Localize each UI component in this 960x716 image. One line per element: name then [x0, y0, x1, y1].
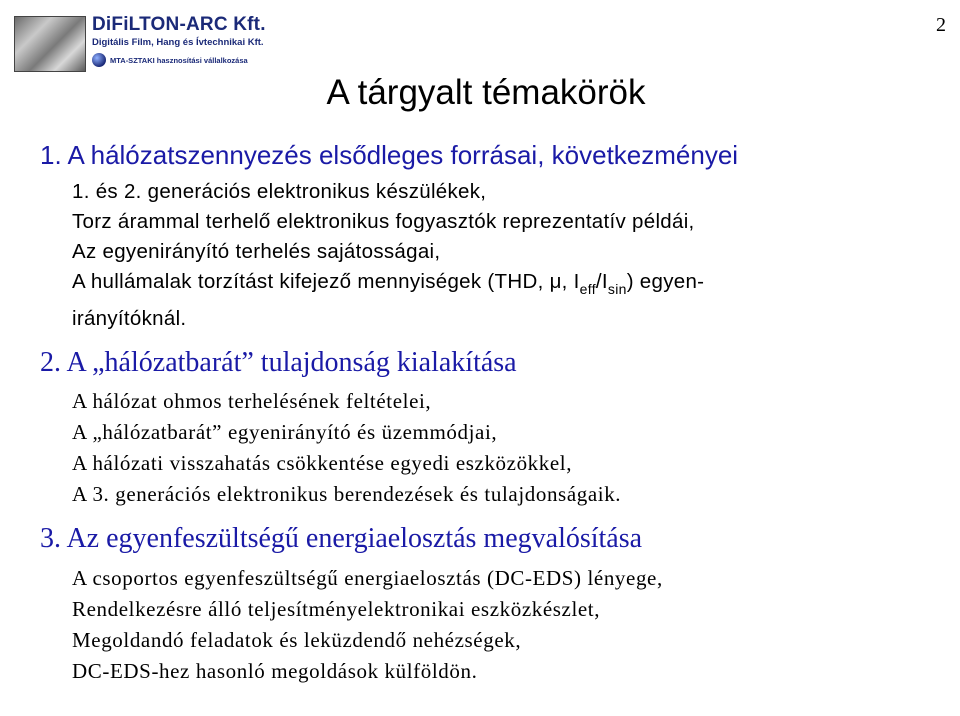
section-2-item: A „hálózatbarát” egyenirányító és üzemmódjai,: [72, 420, 498, 444]
section-3-item: Megoldandó feladatok és leküzdendő nehézségek,: [72, 628, 522, 652]
section-1-continuation: irányítóknál.: [72, 307, 187, 330]
section-2-item: A 3. generációs elektronikus berendezések és tulajdonságaik.: [72, 482, 622, 506]
subscript-sin: sin: [607, 281, 627, 297]
logo-tagline: MTA-SZTAKI hasznosítási vállalkozása: [110, 56, 248, 65]
section-1-item: Torz árammal terhelő elektronikus fogyasztók reprezentatív példái,: [72, 210, 695, 233]
section-2-item: A hálózati visszahatás csökkentése egyedi eszközökkel,: [72, 451, 573, 475]
waveform-text-mid: /I: [595, 270, 608, 293]
section-3-item: DC-EDS-hez hasonló megoldások külföldön.: [72, 659, 478, 683]
section-1-item: 1. és 2. generációs elektronikus készülékek,: [72, 180, 487, 203]
waveform-text-prefix: A hullámalak torzítást kifejező mennyiségek (THD, μ, I: [72, 270, 580, 293]
section-1-list: [72, 177, 704, 334]
page-number: 2: [936, 14, 946, 36]
globe-icon: [92, 53, 106, 67]
waveform-text-suffix: ) egyen-: [626, 270, 705, 293]
section-3-item: Rendelkezésre álló teljesítményelektronikai eszközkészlet,: [72, 597, 601, 621]
section-2-list: [72, 386, 621, 510]
section-1-item-waveform: [72, 267, 704, 304]
section-3-list: [72, 563, 663, 687]
logo-name: DiFiLTON-ARC Kft.: [92, 14, 266, 35]
section-3-item: A csoportos egyenfeszültségű energiaelosztás (DC-EDS) lényege,: [72, 566, 663, 590]
section-1-heading: 1. A hálózatszennyezés elsődleges forrásai, következményei: [40, 140, 739, 170]
slide-title: A tárgyalt témakörök: [326, 73, 646, 112]
logo-photo: [14, 16, 86, 72]
section-3-heading: 3. Az egyenfeszültségű energiaelosztás megvalósítása: [40, 523, 643, 554]
section-2-item: A hálózat ohmos terhelésének feltételei,: [72, 389, 432, 413]
section-2-heading: 2. A „hálózatbarát” tulajdonság kialakítása: [40, 347, 517, 378]
logo-subtitle: Digitális Film, Hang és Ívtechnikai Kft.: [92, 37, 264, 48]
section-1-item: Az egyenirányító terhelés sajátosságai,: [72, 240, 441, 263]
subscript-eff: eff: [579, 281, 596, 297]
company-logo: [12, 12, 266, 74]
